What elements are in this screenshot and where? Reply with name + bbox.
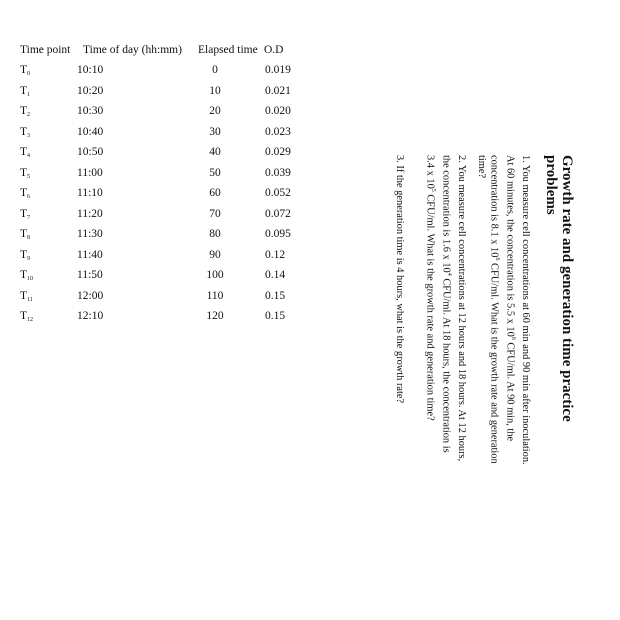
time-of-day-cell: 10:40	[77, 125, 104, 138]
header-time-point: Time point	[20, 44, 71, 56]
elapsed-time-cell: 110	[206, 289, 224, 302]
elapsed-time-cell: 120	[206, 310, 224, 322]
time-of-day-cell: 10:20	[77, 84, 104, 97]
elapsed-time-cell: 30	[209, 125, 221, 138]
od-cell: 0.052	[265, 187, 291, 199]
time-of-day-cell: 12:00	[77, 289, 104, 302]
problem-2: 2. You measure cell concentrations at 12 hours and 18 hours. At 12 hours, the concentration is 1.6 x $10^4$ CFU/ml. At 18 hours, the concentration is 3.4 x $10^5$ CFU/ml. What is the growth rate and generation time?	[424, 155, 467, 462]
time-of-day-cell: 11:10	[77, 187, 103, 199]
elapsed-time-cell: 0	[212, 64, 218, 76]
time-point-cell: $T_6$	[20, 187, 31, 200]
elapsed-time-cell: 70	[209, 207, 221, 220]
time-point-cell: $T_2$	[20, 105, 31, 118]
time-point-cell: $T_{12}$	[20, 310, 34, 323]
table-row	[20, 146, 320, 166]
table-row	[20, 105, 320, 125]
table-row	[20, 167, 320, 187]
od-cell: 0.15	[265, 310, 286, 322]
time-point-cell: $T_3$	[20, 125, 31, 139]
table-row	[20, 208, 320, 228]
table-row	[20, 249, 320, 269]
time-point-cell: $T_4$	[20, 146, 31, 159]
od-cell: 0.14	[265, 269, 286, 281]
practice-problems	[360, 155, 575, 465]
elapsed-time-cell: 100	[206, 269, 224, 281]
time-point-cell: $T_{10}$	[20, 269, 34, 282]
header-od: O.D	[264, 44, 284, 56]
od-cell: 0.021	[265, 84, 291, 97]
od-cell: 0.072	[265, 207, 291, 220]
time-of-day-cell: 10:30	[77, 105, 104, 117]
time-of-day-cell: 11:50	[77, 269, 103, 281]
time-of-day-cell: 11:30	[77, 228, 103, 240]
header-time-of-day: Time of day (hh:mm)	[83, 44, 182, 56]
elapsed-time-cell: 80	[209, 228, 221, 240]
time-point-cell: $T_5$	[20, 166, 31, 180]
elapsed-time-cell: 50	[209, 166, 221, 179]
time-point-cell: $T_1$	[20, 84, 31, 98]
time-of-day-cell: 11:40	[77, 248, 103, 261]
time-of-day-cell: 10:10	[77, 64, 104, 76]
table-row	[20, 290, 320, 310]
od-cell: 0.029	[265, 146, 291, 158]
time-point-cell: $T_{11}$	[20, 289, 33, 303]
time-of-day-cell: 11:20	[77, 207, 103, 220]
elapsed-time-cell: 90	[209, 248, 221, 261]
time-of-day-cell: 12:10	[77, 310, 104, 322]
problem-3: 3. If the generation time is 4 hours, what is the growth rate?	[394, 155, 405, 404]
elapsed-time-cell: 20	[209, 105, 221, 117]
time-point-cell: $T_0$	[20, 64, 31, 77]
od-cell: 0.095	[265, 228, 291, 240]
od-cell: 0.020	[265, 105, 291, 117]
header-elapsed-time: Elapsed time	[198, 44, 258, 56]
table-row	[20, 187, 320, 207]
time-of-day-cell: 10:50	[77, 146, 104, 158]
table-row	[20, 85, 320, 105]
problem-1: 1. You measure cell concentrations at 60 min and 90 min after inoculation. At 60 minutes, the concentration is 5.5 x $10^6$ CFU/ml. At 90 min, the concentration is 8.1 x $10^6$ CFU/ml. What is the growth rate and generation time?	[475, 155, 531, 465]
time-point-cell: $T_9$	[20, 248, 31, 262]
time-point-cell: $T_7$	[20, 207, 31, 221]
od-cell: 0.15	[265, 289, 286, 302]
elapsed-time-cell: 10	[209, 84, 221, 97]
time-of-day-cell: 11:00	[77, 166, 103, 179]
table-row	[20, 310, 320, 330]
problems-title: Growth rate and generation time practice problems	[543, 155, 575, 422]
od-cell: 0.019	[265, 64, 291, 76]
elapsed-time-cell: 60	[209, 187, 221, 199]
table-row	[20, 126, 320, 146]
od-cell: 0.12	[265, 248, 286, 261]
od-cell: 0.039	[265, 166, 291, 179]
table-row	[20, 228, 320, 248]
od-cell: 0.023	[265, 125, 291, 138]
elapsed-time-cell: 40	[209, 146, 221, 158]
table-row	[20, 64, 320, 84]
table-row	[20, 269, 320, 289]
time-point-cell: $T_8$	[20, 228, 31, 241]
